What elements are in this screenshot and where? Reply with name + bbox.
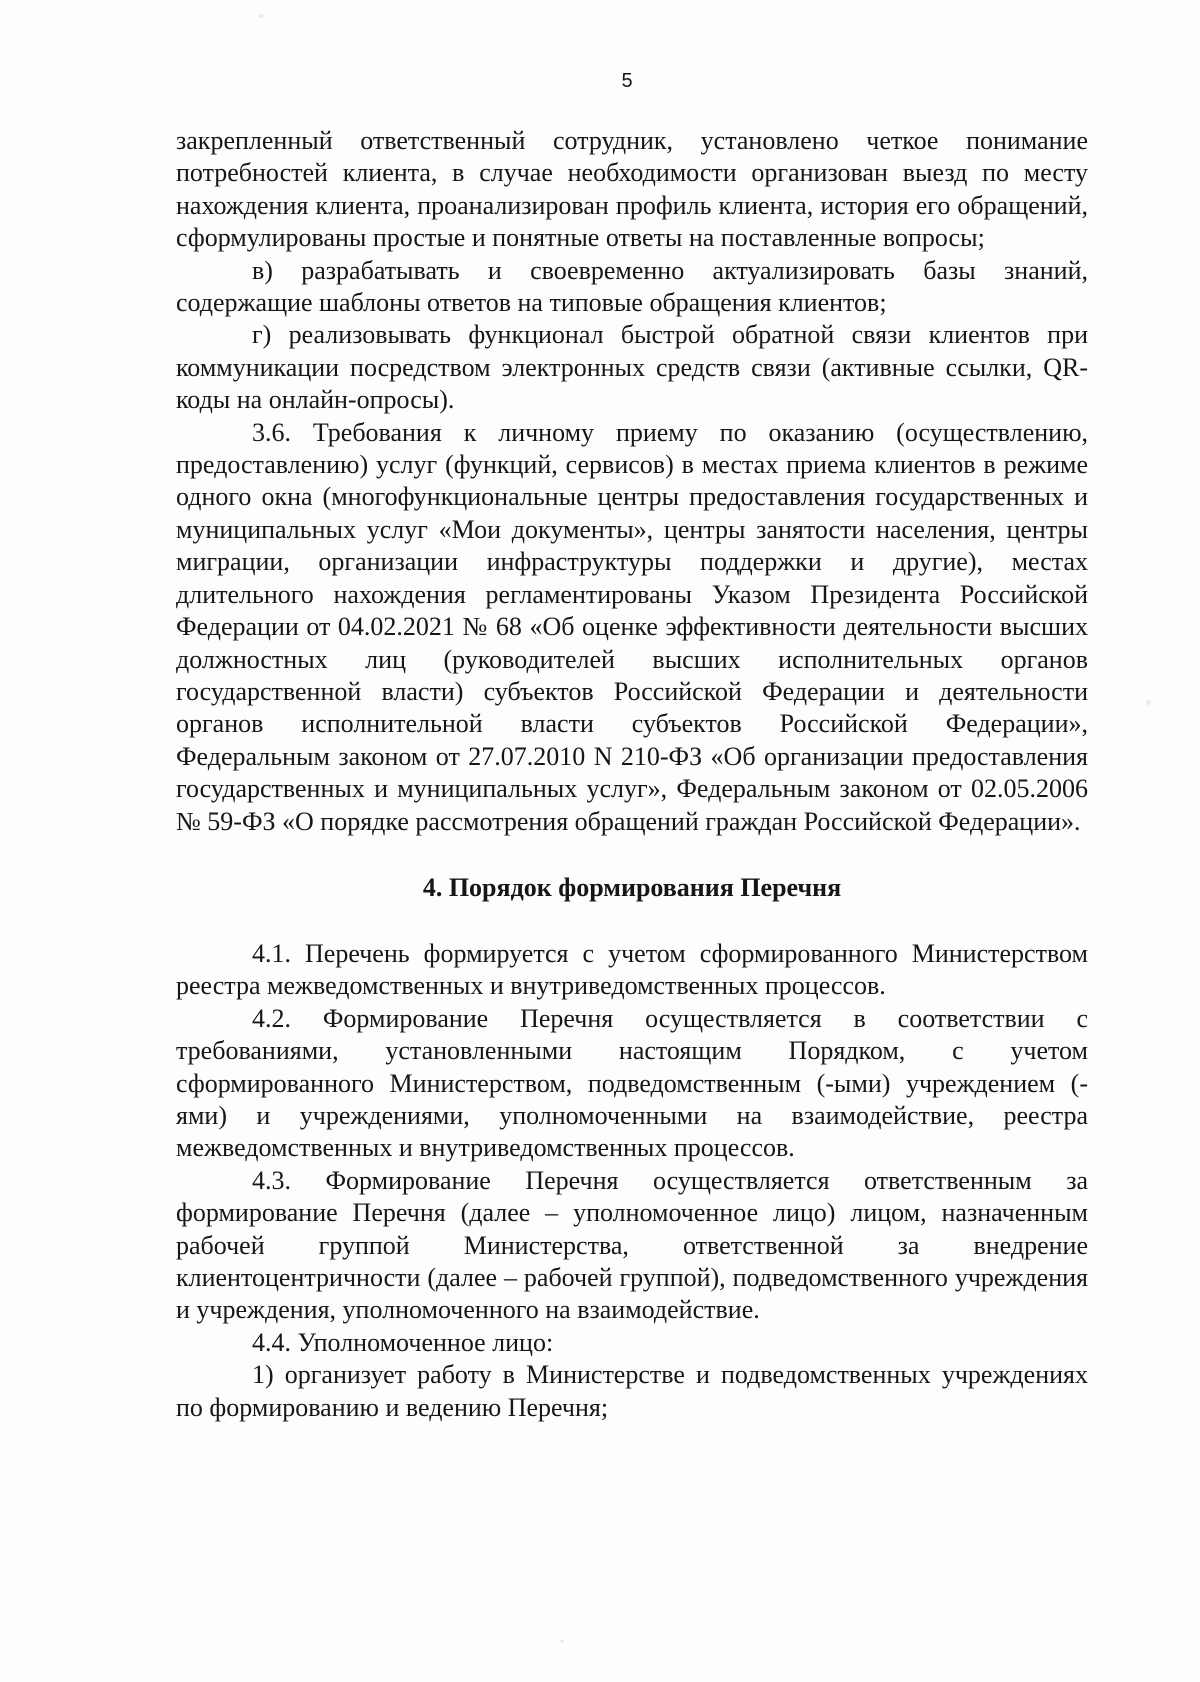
paragraph-4-1: 4.1. Перечень формируется с учетом сформированного Министерством реестра межведомственных и внутриведомственных процессов. <box>176 938 1088 1001</box>
paragraph-3-6: 3.6. Требования к личному приему по оказанию (осуществлению, предоставлению) услуг (функций, сервисов) в местах приема клиентов в режиме одного окна (многофункциональные центры предоставления государственных и муниципальных услуг «Мои документы», центры занятости населения, центры миграции, организации инфраструктуры поддержки и другие), местах длительного нахождения регламентированы Указом Президента Российской Федерации от 04.02.2021 № 68 «Об оценке эффективности деятельности высших должностных лиц (руководителей высших исполнительных органов государственной власти) субъектов Российской Федерации и деятельности органов исполнительной власти субъектов Российской Федерации», Федеральным законом от 27.07.2010 N 210-ФЗ «Об организации предоставления государственных и муниципальных услуг», Федеральным законом от 02.05.2006 № 59-ФЗ «О порядке рассмотрения обращений граждан Российской Федерации». <box>176 417 1088 836</box>
paragraph-4-4-item-1: 1) организует работу в Министерстве и подведомственных учреждениях по формированию и ведению Перечня; <box>176 1360 1088 1422</box>
page-number: 5 <box>621 70 633 92</box>
paragraph-4-3: 4.3. Формирование Перечня осуществляется ответственным за формирование Перечня (далее – уполномоченное лицо) лицом, назначенным рабочей группой Министерства, ответственной за внедрение клиентоцентричности (далее – рабочей группой), подведомственного учреждения и учреждения, уполномоченного на взаимодействие. <box>176 1165 1088 1325</box>
scan-speck <box>1146 700 1151 705</box>
paragraph-item-g: г) реализовывать функционал быстрой обратной связи клиентов при коммуникации посредством электронных средств связи (активные ссылки, QR-коды на онлайн-опросы). <box>176 320 1088 415</box>
scan-speck <box>258 14 264 18</box>
scan-speck <box>560 1640 564 1643</box>
paragraph-continuation: закрепленный ответственный сотрудник, установлено четкое понимание потребностей клиента, в случае необходимости организован выезд по месту нахождения клиента, проанализирован профиль клиента, история его обращений, сформулированы простые и понятные ответы на поставленные вопросы; <box>176 126 1088 253</box>
document-body <box>176 125 1088 1424</box>
section-heading: 4. Порядок формирования Перечня <box>422 872 842 902</box>
paragraph-item-v: в) разрабатывать и своевременно актуализировать базы знаний, содержащие шаблоны ответов на типовые обращения клиентов; <box>176 255 1088 318</box>
paragraph-4-4: 4.4. Уполномоченное лицо: <box>252 1327 554 1357</box>
paragraph-4-2: 4.2. Формирование Перечня осуществляется в соответствии с требованиями, установленными настоящим Порядком, с учетом сформированного Министерством, подведомственным (-ыми) учреждением (-ями) и учреждениями, уполномоченными на взаимодействие, реестра межведомственных и внутриведомственных процессов. <box>176 1003 1088 1163</box>
